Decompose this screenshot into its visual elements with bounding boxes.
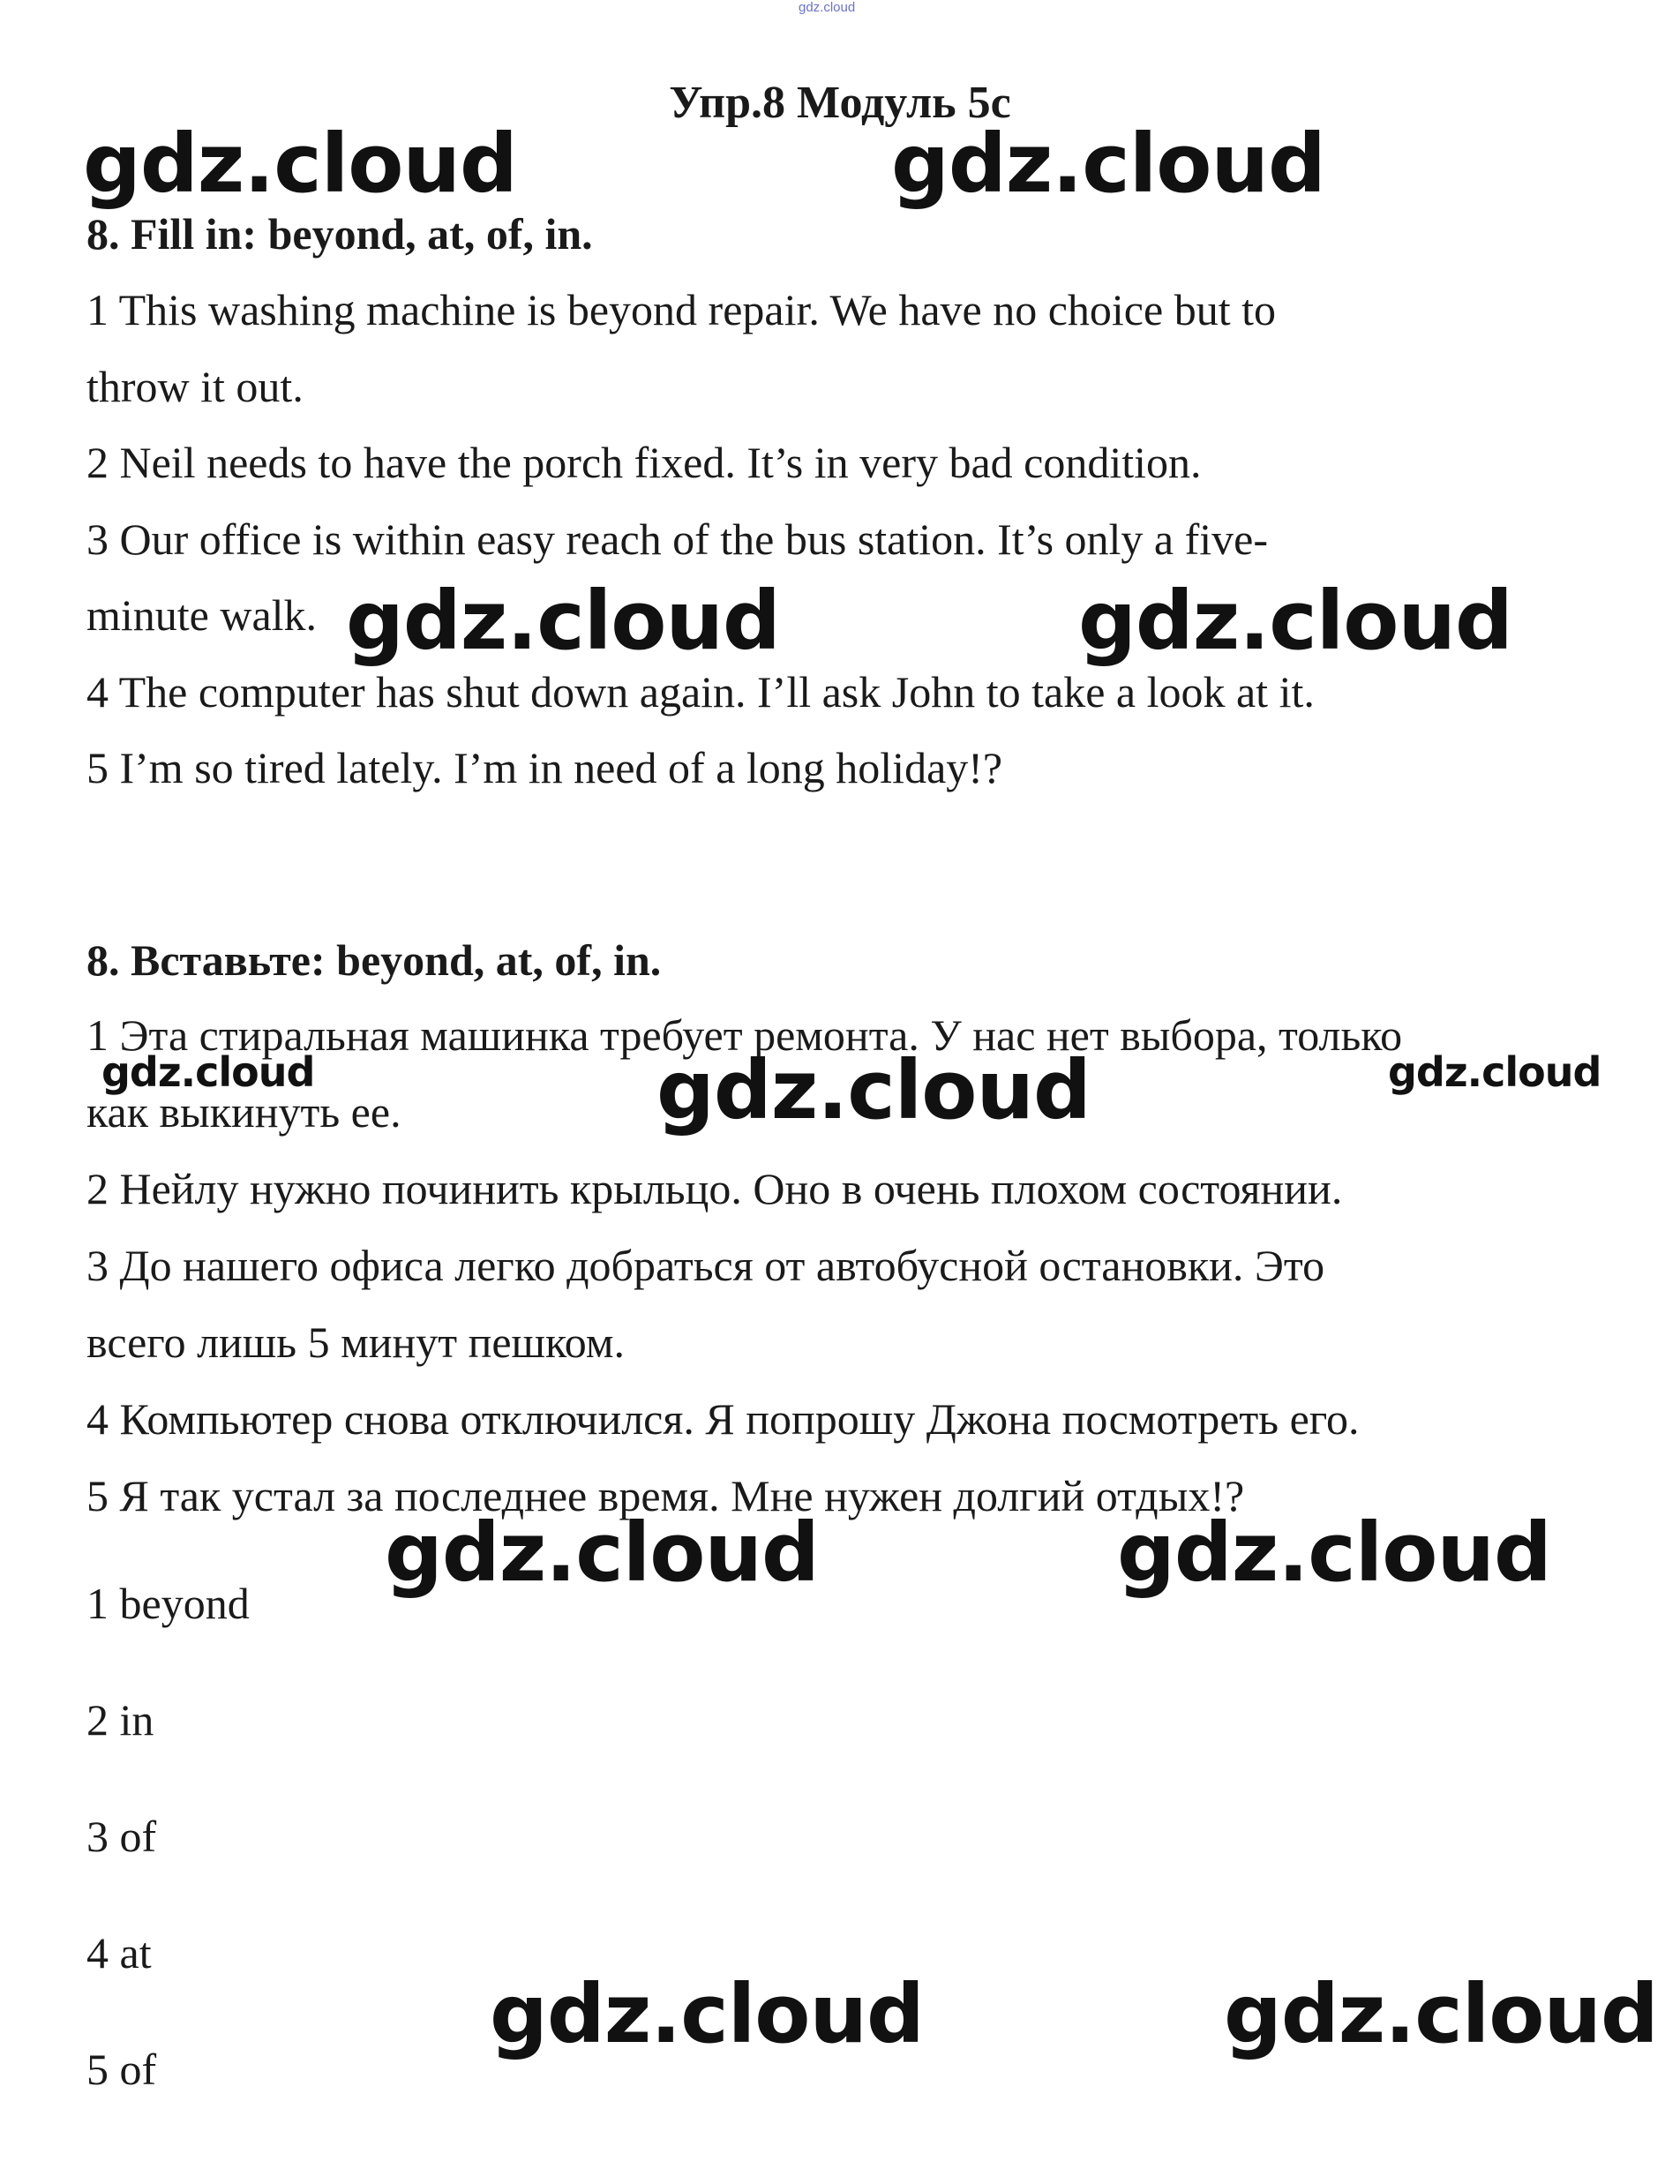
watermark: gdz.cloud bbox=[656, 1043, 1091, 1137]
watermark: gdz.cloud bbox=[346, 574, 780, 668]
english-line: 1 This washing machine is beyond repair. We have no choice but to bbox=[86, 285, 1276, 334]
answer-item: 1 beyond bbox=[86, 1579, 250, 1628]
russian-line: 3 До нашего офиса легко добраться от автобусной остановки. Это bbox=[86, 1241, 1325, 1290]
english-heading: 8. Fill in: beyond, at, of, in. bbox=[86, 209, 593, 259]
page-title: Упр.8 Модуль 5с bbox=[669, 78, 1011, 128]
russian-line: 4 Компьютер снова отключился. Я попрошу Джона посмотреть его. bbox=[86, 1394, 1360, 1444]
watermark: gdz.cloud bbox=[1224, 1967, 1658, 2061]
answer-item: 3 of bbox=[86, 1812, 157, 1861]
top-watermark: gdz.cloud bbox=[799, 0, 856, 15]
watermark: gdz.cloud bbox=[1388, 1048, 1601, 1096]
russian-line: 1 Эта стиральная машинка требует ремонта. У нас нет выбора, только bbox=[86, 1010, 1403, 1060]
russian-line: 2 Нейлу нужно починить крыльцо. Оно в очень плохом состоянии. bbox=[86, 1164, 1343, 1213]
russian-line: 5 Я так устал за последнее время. Мне нужен долгий отдых!? bbox=[86, 1471, 1245, 1520]
russian-heading: 8. Вставьте: beyond, at, of, in. bbox=[86, 935, 662, 985]
answer-item: 5 of bbox=[86, 2045, 157, 2094]
watermark: gdz.cloud bbox=[891, 116, 1325, 211]
english-line: throw it out. bbox=[86, 361, 304, 411]
watermark: gdz.cloud bbox=[385, 1505, 819, 1600]
russian-line: всего лишь 5 минут пешком. bbox=[86, 1317, 625, 1367]
answer-item: 2 in bbox=[86, 1695, 154, 1745]
watermark: gdz.cloud bbox=[1117, 1505, 1551, 1600]
english-line: minute walk. bbox=[86, 590, 318, 640]
english-line: 4 The computer has shut down again. I’ll ask John to take a look at it. bbox=[86, 666, 1315, 717]
watermark: gdz.cloud bbox=[101, 1048, 315, 1096]
english-line: 3 Our office is within easy reach of the bus station. It’s only a five- bbox=[86, 514, 1269, 564]
watermark: gdz.cloud bbox=[83, 116, 517, 211]
english-text bbox=[86, 272, 1595, 807]
watermark: gdz.cloud bbox=[490, 1967, 924, 2061]
watermark: gdz.cloud bbox=[1078, 574, 1512, 668]
russian-line: как выкинуть ее. bbox=[86, 1087, 401, 1137]
english-line: 2 Neil needs to have the porch fixed. It’s in very bad condition. bbox=[86, 438, 1202, 487]
answer-item: 4 at bbox=[86, 1928, 152, 1978]
english-line: 5 I’m so tired lately. I’m in need of a long holiday!? bbox=[86, 743, 1003, 792]
